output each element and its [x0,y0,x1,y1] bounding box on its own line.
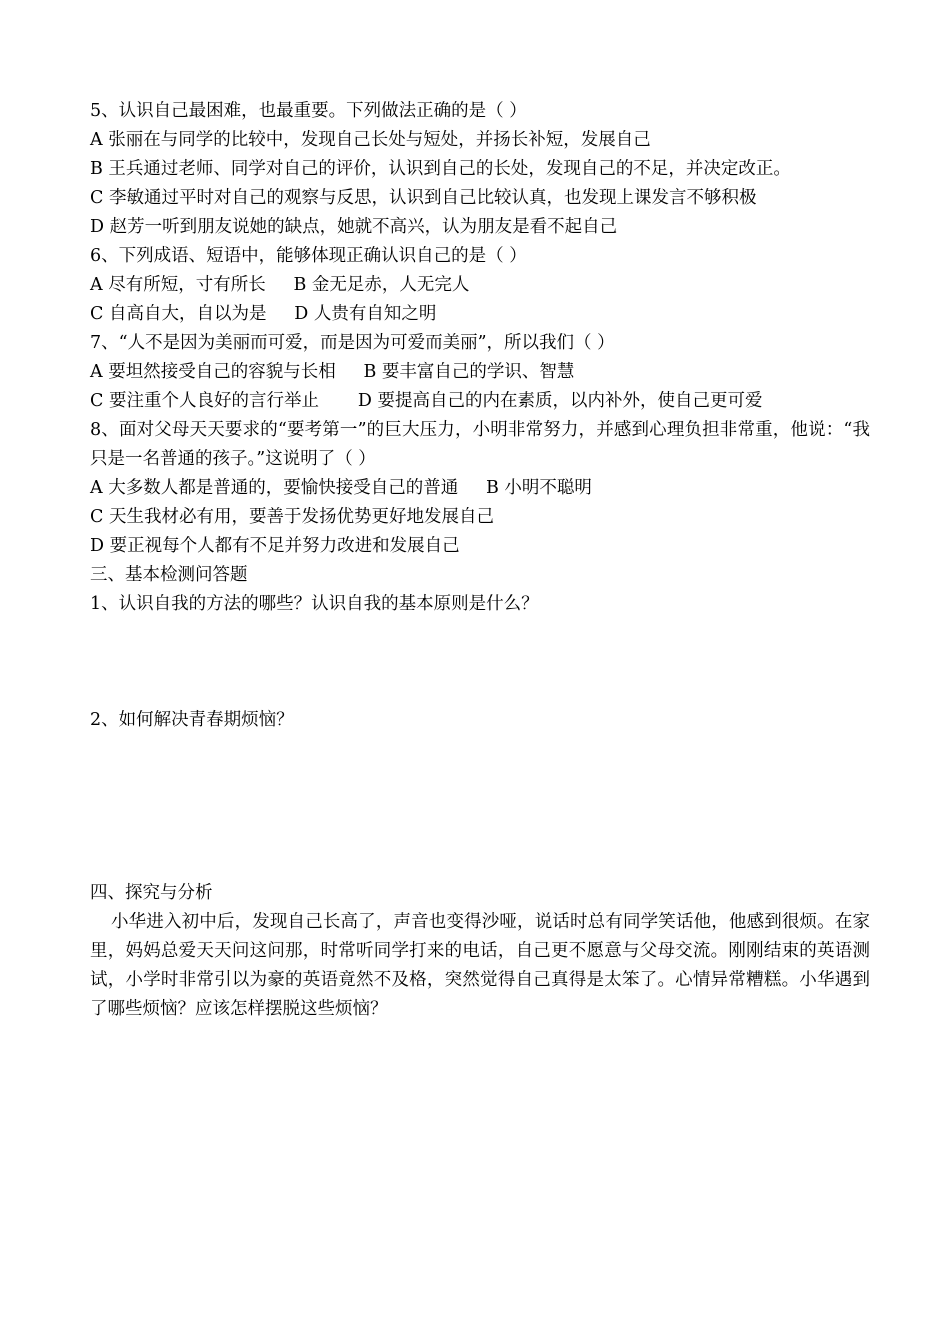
question-7-options-ab: A 要坦然接受自己的容貌与长相 B 要丰富自己的学识、智慧 [90,362,575,382]
question-7-stem: 7、“人不是因为美丽而可爱，而是因为可爱而美丽”，所以我们（ ） [90,333,615,353]
question-8-option-d: D 要正视每个人都有不足并努力改进和发展自己 [90,536,460,556]
question-8-stem: 8、面对父母天天要求的“要考第一”的巨大压力，小明非常努力，并感到心理负担非常重，他说：“我只是一名普通的孩子。”这说明了（ ） [90,420,870,469]
question-5-option-b: B 王兵通过老师、同学对自己的评价，认识到自己的长处，发现自己的不足，并决定改正。 [90,159,791,179]
question-5 [90,97,870,242]
question-5-option-a: A 张丽在与同学的比较中，发现自己长处与短处，并扬长补短，发展自己 [90,130,651,150]
question-5-option-c: C 李敏通过平时对自己的观察与反思，认识到自己比较认真，也发现上课发言不够积极 [90,188,757,208]
section-3-question-1: 1、认识自我的方法的哪些？认识自我的基本原则是什么？ [90,594,539,614]
document-body [90,97,870,1024]
question-6-stem: 6、下列成语、短语中，能够体现正确认识自己的是（ ） [90,246,527,266]
question-5-option-d: D 赵芳一听到朋友说她的缺点，她就不高兴，认为朋友是看不起自己 [90,217,618,237]
section-4-title: 四、探究与分析 [90,883,213,903]
section-3 [90,561,870,879]
question-6-options-cd: C 自高自大，自以为是 D 人贵有自知之明 [90,304,437,324]
question-6 [90,242,870,329]
section-4-passage: 小华进入初中后，发现自己长高了，声音也变得沙哑，说话时总有同学笑话他，他感到很烦。在家里，妈妈总爱天天问这问那，时常听同学打来的电话，自己更不愿意与父母交流。刚刚结束的英语测试，小学时非常引以为豪的英语竟然不及格，突然觉得自己真得是太笨了。心情异常糟糕。小华遇到了哪些烦恼？应该怎样摆脱这些烦恼？ [90,912,870,1019]
question-7-options-cd: C 要注重个人良好的言行举止 D 要提高自己的内在素质，以内补外，使自己更可爱 [90,391,763,411]
section-4 [90,879,870,1024]
question-7 [90,329,870,416]
question-5-stem: 5、认识自己最困难，也最重要。下列做法正确的是（ ） [90,101,527,121]
question-8 [90,416,870,561]
answer-space-1 [90,619,870,706]
section-3-question-2: 2、如何解决青春期烦恼？ [90,710,294,730]
question-6-options-ab: A 尽有所短，寸有所长 B 金无足赤，人无完人 [90,275,470,295]
question-8-options-ab: A 大多数人都是普通的，要愉快接受自己的普通 B 小明不聪明 [90,478,592,498]
section-3-title: 三、基本检测问答题 [90,565,248,585]
answer-space-2 [90,735,870,879]
question-8-option-c: C 天生我材必有用，要善于发扬优势更好地发展自己 [90,507,494,527]
